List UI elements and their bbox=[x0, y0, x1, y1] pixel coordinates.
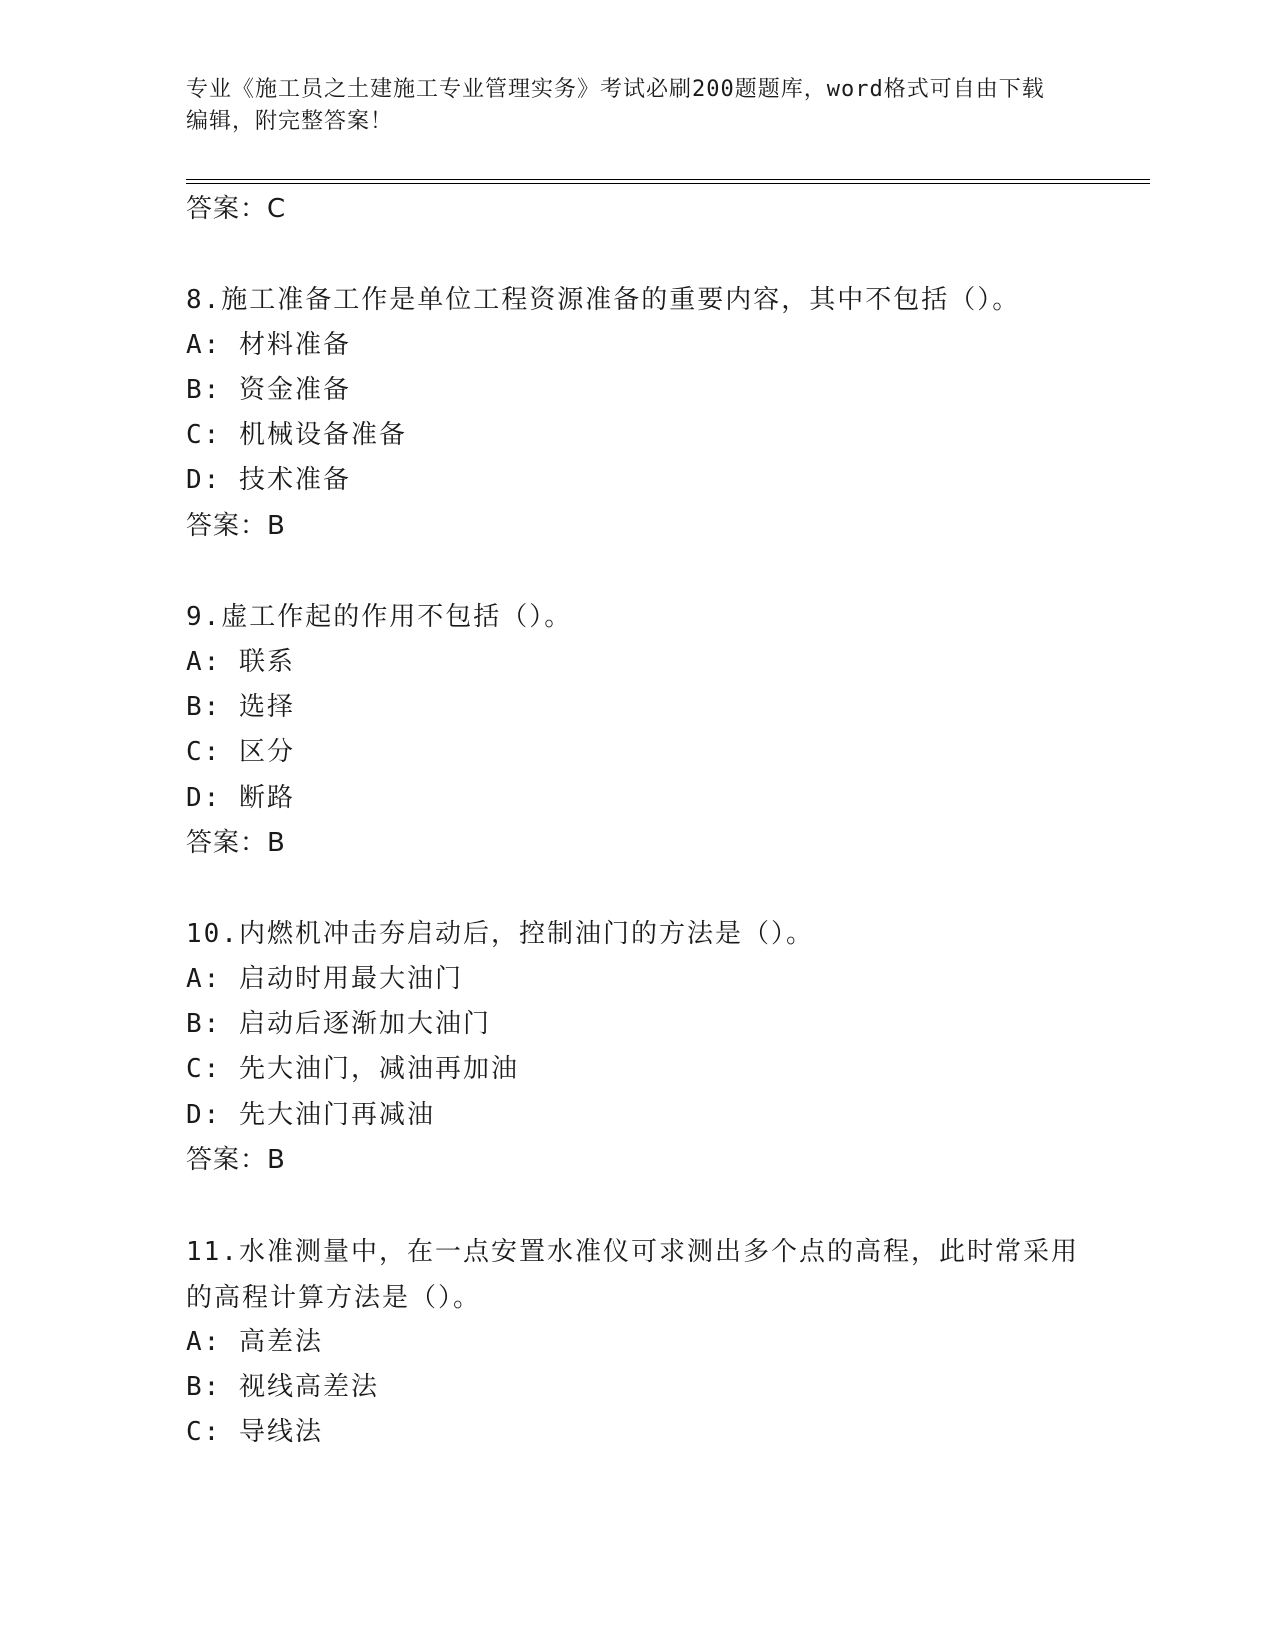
option-c: C: 机械设备准备 bbox=[186, 420, 407, 450]
option-a: A: 材料准备 bbox=[186, 330, 351, 360]
option-c: C: 先大油门，减油再加油 bbox=[186, 1054, 519, 1084]
option-a: A: 高差法 bbox=[186, 1327, 323, 1357]
answer-line: 答案：B bbox=[186, 828, 286, 858]
question-stem: 8.施工准备工作是单位工程资源准备的重要内容，其中不包括（）。 bbox=[186, 285, 1021, 315]
option-a: A: 启动时用最大油门 bbox=[186, 964, 463, 994]
header-rule-top bbox=[186, 179, 1150, 180]
question-stem: 11.水准测量中，在一点安置水准仪可求测出多个点的高程，此时常采用的高程计算方法是（）。 bbox=[186, 1237, 1079, 1313]
option-b: B: 启动后逐渐加大油门 bbox=[186, 1009, 491, 1039]
document-header: 专业《施工员之土建施工专业管理实务》考试必刷200题题库，word格式可自由下载编辑，附完整答案！ bbox=[186, 77, 1045, 134]
header-rule-bottom bbox=[186, 183, 1150, 184]
option-b: B: 视线高差法 bbox=[186, 1372, 379, 1402]
option-d: D: 技术准备 bbox=[186, 465, 351, 495]
answer-line: 答案：B bbox=[186, 511, 286, 541]
option-a: A: 联系 bbox=[186, 647, 295, 677]
answer-line: 答案：B bbox=[186, 1145, 286, 1175]
option-c: C: 区分 bbox=[186, 737, 295, 767]
question-stem: 9.虚工作起的作用不包括（）。 bbox=[186, 602, 573, 632]
option-c: C: 导线法 bbox=[186, 1417, 323, 1447]
answer-line: 答案：C bbox=[186, 194, 287, 224]
option-d: D: 先大油门再减油 bbox=[186, 1100, 435, 1130]
option-b: B: 资金准备 bbox=[186, 375, 351, 405]
option-b: B: 选择 bbox=[186, 692, 295, 722]
option-d: D: 断路 bbox=[186, 783, 295, 813]
question-stem: 10.内燃机冲击夯启动后，控制油门的方法是（）。 bbox=[186, 919, 814, 949]
